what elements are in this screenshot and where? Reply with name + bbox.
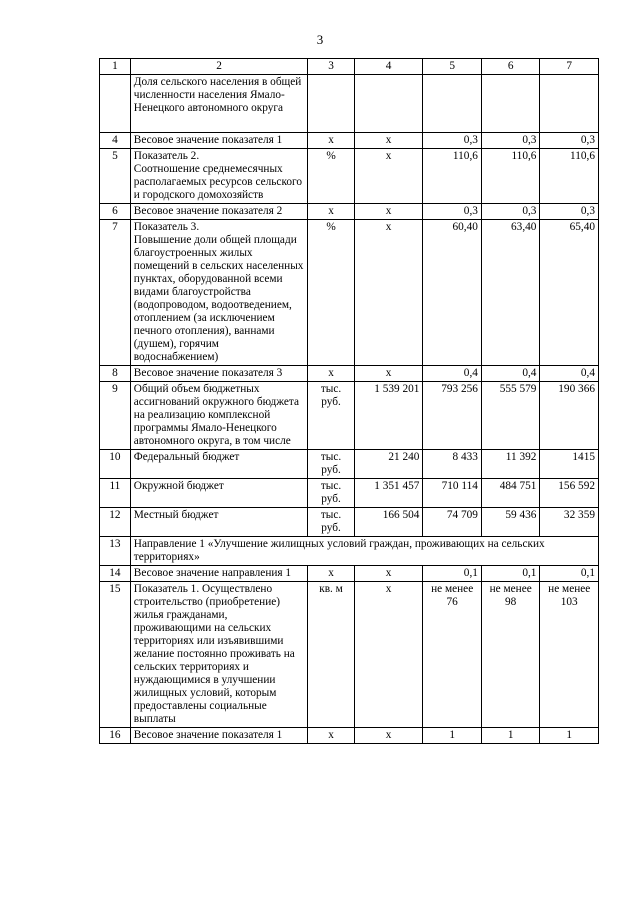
row-value-5: 8 433 (423, 450, 482, 479)
row-value-6: 0,1 (481, 566, 540, 582)
row-value-4: 21 240 (354, 450, 423, 479)
page-number: 3 (316, 32, 324, 47)
row-name: Весовое значение направления 1 (130, 566, 308, 582)
row-value-4: х (354, 133, 423, 149)
row-value-5: 0,1 (423, 566, 482, 582)
row-name: Весовое значение показателя 1 (130, 728, 308, 744)
row-number: 6 (100, 204, 131, 220)
row-number (100, 75, 131, 133)
section-row (100, 537, 599, 566)
row-value-6: 0,3 (481, 133, 540, 149)
row-number: 12 (100, 508, 131, 537)
row-unit: х (308, 204, 354, 220)
table-row (100, 508, 599, 537)
row-value-5: 710 114 (423, 479, 482, 508)
header-cell: 2 (130, 59, 308, 75)
row-value-4: 1 351 457 (354, 479, 423, 508)
row-unit: % (308, 149, 354, 204)
table-row (100, 149, 599, 204)
row-unit: % (308, 220, 354, 366)
row-number: 15 (100, 582, 131, 728)
row-value-4: х (354, 582, 423, 728)
header-cell: 6 (481, 59, 540, 75)
table-row (100, 382, 599, 450)
row-value-4: 166 504 (354, 508, 423, 537)
row-value-6: 1 (481, 728, 540, 744)
header-cell: 3 (308, 59, 354, 75)
row-name: Показатель 3. Повышение доли общей площади благоустроенных жилых помещений в сельских населенных пунктах, оборудованной всеми видами благоустройства (водопроводом, водоотведением, отоплением (за исключением печного отопления), ваннами (душем), горячим водоснабжением) (130, 220, 308, 366)
row-value-5: не менее 76 (423, 582, 482, 728)
row-unit: тыс. руб. (308, 479, 354, 508)
row-value-6: 484 751 (481, 479, 540, 508)
row-value-4: х (354, 149, 423, 204)
row-number: 8 (100, 366, 131, 382)
table-row (100, 220, 599, 366)
row-value-7: 0,4 (540, 366, 599, 382)
row-name: Весовое значение показателя 2 (130, 204, 308, 220)
row-value-6: 555 579 (481, 382, 540, 450)
row-value-6: не менее 98 (481, 582, 540, 728)
row-value-5: 0,3 (423, 204, 482, 220)
row-unit: х (308, 133, 354, 149)
row-unit (308, 75, 354, 133)
row-number: 14 (100, 566, 131, 582)
row-value-4: х (354, 220, 423, 366)
row-unit: тыс. руб. (308, 450, 354, 479)
row-number: 4 (100, 133, 131, 149)
row-value-5: 1 (423, 728, 482, 744)
row-unit: тыс. руб. (308, 382, 354, 450)
row-value-6: 11 392 (481, 450, 540, 479)
row-unit: х (308, 366, 354, 382)
row-number: 13 (100, 537, 131, 566)
row-number: 10 (100, 450, 131, 479)
row-value-7: 0,3 (540, 204, 599, 220)
row-value-6 (481, 75, 540, 133)
header-row (100, 59, 599, 75)
header-cell: 5 (423, 59, 482, 75)
row-value-5: 0,4 (423, 366, 482, 382)
row-value-6: 110,6 (481, 149, 540, 204)
row-value-5: 60,40 (423, 220, 482, 366)
row-value-7: 0,3 (540, 133, 599, 149)
table-row (100, 479, 599, 508)
table-row (100, 204, 599, 220)
row-value-7 (540, 75, 599, 133)
row-value-4: х (354, 566, 423, 582)
row-value-7: не менее 103 (540, 582, 599, 728)
row-name: Весовое значение показателя 1 (130, 133, 308, 149)
row-name: Показатель 2. Соотношение среднемесячных располагаемых ресурсов сельского и городского домохозяйств (130, 149, 308, 204)
row-number: 7 (100, 220, 131, 366)
row-value-6: 59 436 (481, 508, 540, 537)
row-value-7: 32 359 (540, 508, 599, 537)
row-name: Весовое значение показателя 3 (130, 366, 308, 382)
row-name: Федеральный бюджет (130, 450, 308, 479)
row-value-5: 74 709 (423, 508, 482, 537)
row-value-4 (354, 75, 423, 133)
row-value-4: 1 539 201 (354, 382, 423, 450)
row-value-5: 0,3 (423, 133, 482, 149)
row-number: 16 (100, 728, 131, 744)
row-value-7: 110,6 (540, 149, 599, 204)
row-value-7: 1 (540, 728, 599, 744)
section-title: Направление 1 «Улучшение жилищных условий граждан, проживающих на сельских территориях» (130, 537, 598, 566)
indicators-table (99, 58, 599, 744)
row-value-6: 0,3 (481, 204, 540, 220)
row-value-7: 0,1 (540, 566, 599, 582)
row-number: 5 (100, 149, 131, 204)
row-value-4: х (354, 204, 423, 220)
header-cell: 4 (354, 59, 423, 75)
table-row (100, 566, 599, 582)
row-value-7: 156 592 (540, 479, 599, 508)
row-value-7: 65,40 (540, 220, 599, 366)
row-value-5 (423, 75, 482, 133)
row-unit: х (308, 728, 354, 744)
row-value-5: 110,6 (423, 149, 482, 204)
row-value-7: 190 366 (540, 382, 599, 450)
header-cell: 1 (100, 59, 131, 75)
row-value-7: 1415 (540, 450, 599, 479)
row-unit: тыс. руб. (308, 508, 354, 537)
table-row (100, 133, 599, 149)
table-row (100, 450, 599, 479)
row-name: Общий объем бюджетных ассигнований окружного бюджета на реализацию комплексной программы Ямало-Ненецкого автономного округа, в том числе (130, 382, 308, 450)
table-row (100, 582, 599, 728)
table-row (100, 366, 599, 382)
row-value-6: 0,4 (481, 366, 540, 382)
row-value-4: х (354, 728, 423, 744)
row-unit: х (308, 566, 354, 582)
table-row (100, 728, 599, 744)
row-name: Местный бюджет (130, 508, 308, 537)
header-cell: 7 (540, 59, 599, 75)
row-name: Доля сельского населения в общей численности населения Ямало-Ненецкого автономного округа (130, 75, 308, 133)
row-unit: кв. м (308, 582, 354, 728)
row-value-6: 63,40 (481, 220, 540, 366)
row-number: 11 (100, 479, 131, 508)
table-row (100, 75, 599, 133)
row-name: Окружной бюджет (130, 479, 308, 508)
row-value-5: 793 256 (423, 382, 482, 450)
row-number: 9 (100, 382, 131, 450)
row-name: Показатель 1. Осуществлено строительство (приобретение) жилья гражданами, проживающими на сельских территориях или изъявившими желание постоянно проживать на сельских территориях и нуждающимися в улучшении жилищных условий, которым предоставлены социальные выплаты (130, 582, 308, 728)
row-value-4: х (354, 366, 423, 382)
